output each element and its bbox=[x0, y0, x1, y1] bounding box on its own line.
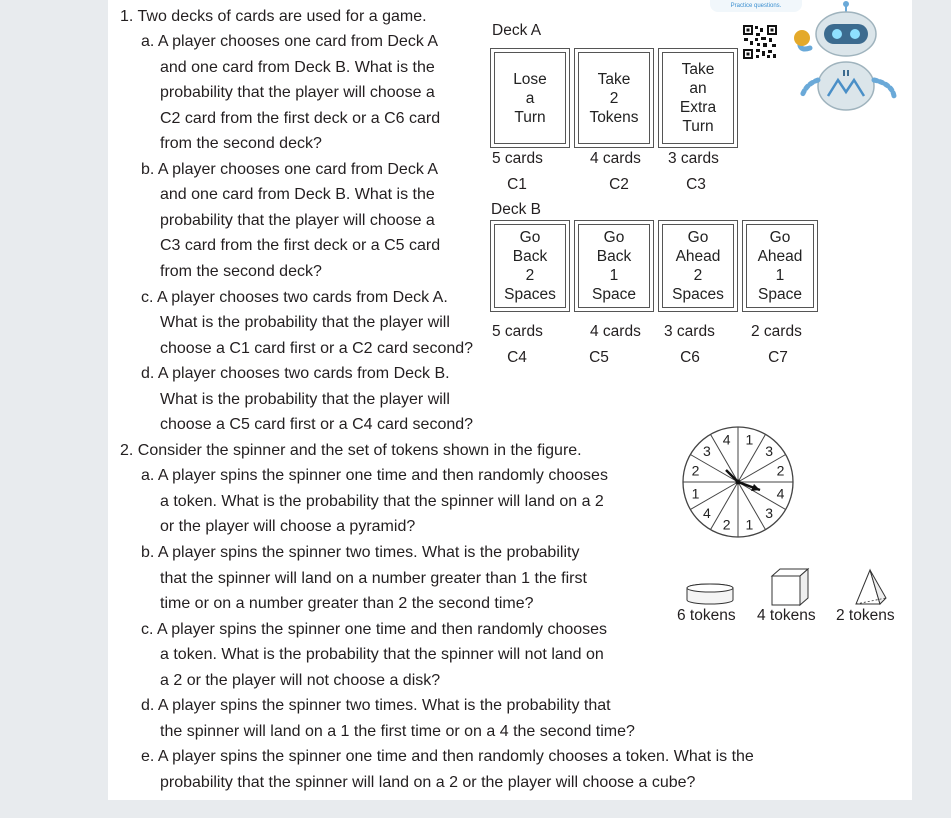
q1d-line: d. A player chooses two cards from Deck B. bbox=[141, 365, 450, 382]
token-count: 2 tokens bbox=[836, 607, 895, 624]
q2-intro: 2. Consider the spinner and the set of tokens shown in the figure. bbox=[120, 442, 582, 459]
q1-intro: 1. Two decks of cards are used for a game. bbox=[120, 8, 427, 25]
spinner-sector-label: 1 bbox=[745, 516, 754, 533]
card-count: 5 cards bbox=[492, 323, 543, 340]
spinner-sector-label: 4 bbox=[722, 431, 731, 448]
q1a-line: a. A player chooses one card from Deck A bbox=[141, 33, 439, 50]
q1a-line: from the second deck? bbox=[160, 135, 322, 152]
q2c-line: c. A player spins the spinner one time and then randomly chooses bbox=[141, 621, 608, 638]
q1b-line: C3 card from the first deck or a C5 card bbox=[160, 237, 441, 254]
disk-token-icon bbox=[684, 566, 736, 608]
q1a-line: C2 card from the first deck or a C6 card bbox=[160, 110, 441, 127]
card-label: Go Back 1 Space bbox=[592, 229, 636, 303]
q1a-line: probability that the player will choose a bbox=[160, 84, 435, 101]
qr-code-icon bbox=[742, 24, 778, 60]
deck-b-card-c5 bbox=[574, 220, 654, 312]
q1b-line: from the second deck? bbox=[160, 263, 322, 280]
card-label: Take an Extra Turn bbox=[679, 61, 717, 135]
deck-a-card-c1 bbox=[490, 48, 570, 148]
q1d-line: What is the probability that the player will bbox=[160, 391, 450, 408]
q1c-line: choose a C1 card first or a C2 card second? bbox=[160, 340, 474, 357]
card-count: 4 cards bbox=[590, 323, 641, 340]
q2a-line: or the player will choose a pyramid? bbox=[160, 518, 416, 535]
spinner-sector-label: 2 bbox=[776, 462, 785, 479]
card-code: C5 bbox=[589, 349, 609, 366]
q2e-line: probability that the spinner will land on a 2 or the player will choose a cube? bbox=[160, 774, 696, 791]
q1c-line: c. A player chooses two cards from Deck A. bbox=[141, 289, 448, 306]
card-code: C7 bbox=[768, 349, 788, 366]
q1c-line: What is the probability that the player will bbox=[160, 314, 450, 331]
robot-mascot-icon bbox=[788, 0, 898, 124]
token-count: 6 tokens bbox=[677, 607, 736, 624]
pyramid-token-icon bbox=[852, 566, 892, 608]
q2d-line: d. A player spins the spinner two times. What is the probability that bbox=[141, 697, 611, 714]
deck-b-card-c6 bbox=[658, 220, 738, 312]
q1b-line: b. A player chooses one card from Deck A bbox=[141, 161, 439, 178]
deck-a-card-c2 bbox=[574, 48, 654, 148]
card-count: 3 cards bbox=[668, 150, 719, 167]
card-label: Lose a Turn bbox=[513, 70, 547, 126]
spinner-sector-label: 4 bbox=[776, 485, 785, 502]
q1b-line: and one card from Deck B. What is the bbox=[160, 186, 435, 203]
q2c-line: a 2 or the player will not choose a disk? bbox=[160, 672, 441, 689]
spinner-sector-label: 4 bbox=[702, 505, 711, 522]
deck-b-card-c4 bbox=[490, 220, 570, 312]
q2b-line: b. A player spins the spinner two times. What is the probability bbox=[141, 544, 580, 561]
deck-b-card-c7 bbox=[742, 220, 818, 312]
spinner-sector-label: 3 bbox=[765, 505, 774, 522]
card-code: C3 bbox=[686, 176, 706, 193]
spinner-sector-label: 3 bbox=[702, 442, 711, 459]
worksheet-page bbox=[108, 0, 912, 800]
q2a-line: a token. What is the probability that the spinner will land on a 2 bbox=[160, 493, 604, 510]
spinner-sector-label: 1 bbox=[691, 485, 700, 502]
card-code: C1 bbox=[507, 176, 527, 193]
q2b-line: time or on a number greater than 2 the second time? bbox=[160, 595, 534, 612]
deck-a-title: Deck A bbox=[492, 22, 542, 39]
card-label: Take 2 Tokens bbox=[589, 70, 639, 126]
q1a-line: and one card from Deck B. What is the bbox=[160, 59, 435, 76]
cube-token-icon bbox=[768, 566, 812, 608]
spinner-center bbox=[736, 480, 741, 485]
card-count: 2 cards bbox=[751, 323, 802, 340]
practice-questions-bubble: Practice questions. bbox=[710, 0, 802, 12]
card-label: Go Back 2 Spaces bbox=[504, 229, 556, 303]
spinner-sector-label: 3 bbox=[765, 442, 774, 459]
card-label: Go Ahead 1 Space bbox=[757, 229, 803, 303]
deck-a-card-c3 bbox=[658, 48, 738, 148]
card-count: 5 cards bbox=[492, 150, 543, 167]
token-count: 4 tokens bbox=[757, 607, 816, 624]
spinner bbox=[680, 424, 796, 540]
card-code: C4 bbox=[507, 349, 527, 366]
q2d-line: the spinner will land on a 1 the first time or on a 4 the second time? bbox=[160, 723, 635, 740]
q2e-line: e. A player spins the spinner one time and then randomly chooses a token. What is the bbox=[141, 748, 754, 765]
q2b-line: that the spinner will land on a number greater than 1 the first bbox=[160, 570, 587, 587]
spinner-sector-label: 2 bbox=[722, 516, 731, 533]
card-count: 3 cards bbox=[664, 323, 715, 340]
card-code: C6 bbox=[680, 349, 700, 366]
q1b-line: probability that the player will choose a bbox=[160, 212, 435, 229]
q2a-line: a. A player spins the spinner one time and then randomly chooses bbox=[141, 467, 608, 484]
q1d-line: choose a C5 card first or a C4 card second? bbox=[160, 416, 474, 433]
spinner-sector-label: 2 bbox=[691, 462, 700, 479]
card-count: 4 cards bbox=[590, 150, 641, 167]
spinner-sector-label: 1 bbox=[745, 431, 754, 448]
card-label: Go Ahead 2 Spaces bbox=[672, 229, 724, 303]
deck-b-title: Deck B bbox=[491, 201, 541, 218]
card-code: C2 bbox=[609, 176, 629, 193]
q2c-line: a token. What is the probability that the spinner will not land on bbox=[160, 646, 604, 663]
